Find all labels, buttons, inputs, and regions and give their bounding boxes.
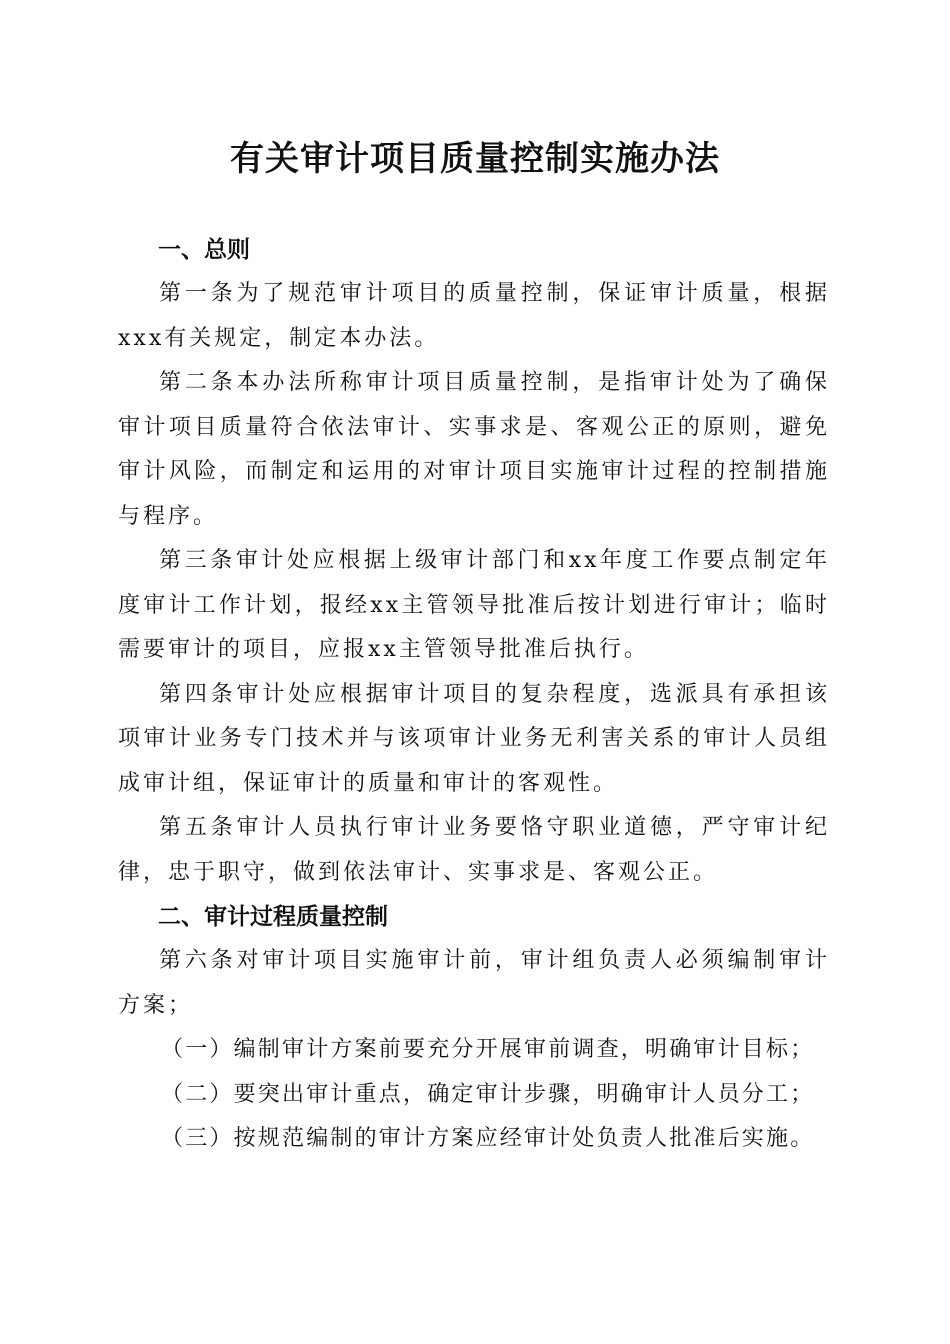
- article-1: 第一条为了规范审计项目的质量控制，保证审计质量，根据xxx有关规定，制定本办法。: [118, 281, 830, 351]
- document-title: 有关审计项目质量控制实施办法: [230, 139, 720, 179]
- article-4: 第四条审计处应根据审计项目的复杂程度，选派具有承担该项审计业务专门技术并与该项审计业务无利害关系的审计人员组成审计组，保证审计的质量和审计的客观性。: [118, 681, 830, 796]
- article-3: 第三条审计处应根据上级审计部门和xx年度工作要点制定年度审计工作计划，报经xx主管领导批准后按计划进行审计；临时需要审计的项目，应报xx主管领导批准后执行。: [118, 548, 830, 662]
- section-heading-general: 一、总则: [158, 237, 250, 263]
- section-heading-process-control: 二、审计过程质量控制: [158, 904, 388, 930]
- document-body: [118, 228, 830, 1162]
- article-6-item-3: （三）按规范编制的审计方案应经审计处负责人批准后实施。: [161, 1126, 815, 1151]
- article-6-item-1: （一）编制审计方案前要充分开展审前调查，明确审计目标；: [161, 1037, 815, 1062]
- article-5: 第五条审计人员执行审计业务要恪守职业道德，严守审计纪律，忠于职守，做到依法审计、实事求是、客观公正。: [118, 815, 830, 885]
- article-2: 第二条本办法所称审计项目质量控制，是指审计处为了确保审计项目质量符合依法审计、实事求是、客观公正的原则，避免审计风险，而制定和运用的对审计项目实施审计过程的控制措施与程序。: [118, 370, 830, 529]
- article-6-item-2: （二）要突出审计重点，确定审计步骤，明确审计人员分工；: [161, 1081, 815, 1107]
- article-6: 第六条对审计项目实施审计前，审计组负责人必须编制审计方案；: [118, 948, 830, 1018]
